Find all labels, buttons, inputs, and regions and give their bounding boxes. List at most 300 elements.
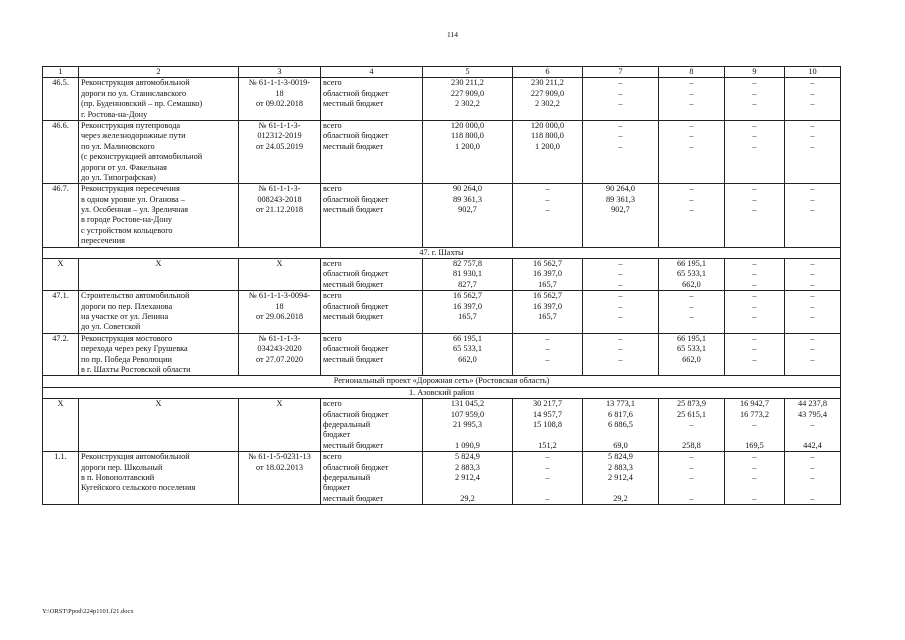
amount-cell <box>423 259 513 291</box>
object-name <box>79 78 239 121</box>
amount-value: 25 615,1 <box>676 409 707 419</box>
amount-value: 827,7 <box>458 279 477 289</box>
object-name-line: Кугейского сельского поселения <box>81 483 196 493</box>
amount-value: – <box>545 452 550 462</box>
amount-value: – <box>810 205 815 215</box>
amount-value: 15 108,8 <box>532 419 563 429</box>
amount-value: – <box>545 333 550 343</box>
amount-value: 227 909,0 <box>530 88 565 98</box>
amount-value: 66 195,1 <box>676 333 707 343</box>
funding-source-text: местный бюджет <box>323 279 384 289</box>
amount-cell <box>725 333 785 376</box>
table-row <box>43 78 841 121</box>
amount-value: – <box>810 131 815 141</box>
amount-value: – <box>752 194 757 204</box>
line-spacer <box>661 430 722 440</box>
amount-value: – <box>618 291 623 301</box>
amount-value: – <box>810 88 815 98</box>
row-number: 46.5. <box>43 78 79 121</box>
amount-value: – <box>618 312 623 322</box>
amount-value: – <box>618 301 623 311</box>
amount-value: 82 757,8 <box>452 259 483 269</box>
amount-value: 65 533,1 <box>676 344 707 354</box>
funding-source-text: местный бюджет <box>323 99 384 109</box>
row-number: 46.6. <box>43 120 79 183</box>
amount-cell <box>725 291 785 334</box>
amount-cell <box>583 399 659 452</box>
line-spacer <box>787 483 838 493</box>
funding-source-text: местный бюджет <box>323 312 384 322</box>
object-name-line: дороги от ул. Факельная <box>81 162 168 172</box>
amount-value: 5 824,9 <box>455 452 480 462</box>
amount-value: 16 942,7 <box>739 399 770 409</box>
funding-source <box>321 184 423 247</box>
amount-value: – <box>810 493 815 503</box>
expertise-reference-line: от 27.07.2020 <box>255 354 304 364</box>
funding-source-text: местный бюджет <box>323 493 384 503</box>
amount-value: 16 562,7 <box>452 291 483 301</box>
amount-value: 131 045,2 <box>450 399 485 409</box>
amount-cell <box>725 120 785 183</box>
object-name-line: Реконструкция путепровода <box>81 120 181 130</box>
line-spacer <box>425 483 510 493</box>
amount-cell <box>659 78 725 121</box>
amount-value: – <box>810 269 815 279</box>
row-number: X <box>43 399 79 452</box>
amount-value: – <box>618 333 623 343</box>
amount-cell <box>513 291 583 334</box>
amount-value: – <box>618 78 623 88</box>
object-name-line: дороги пер. Школьный <box>81 462 163 472</box>
amount-value: – <box>752 99 757 109</box>
column-number: 5 <box>423 67 513 78</box>
row-number: X <box>43 259 79 291</box>
amount-cell <box>513 452 583 505</box>
amount-value: 29,2 <box>613 493 628 503</box>
amount-value: – <box>689 291 694 301</box>
expertise-reference-line: № 61-1-5-0231-13 <box>248 452 311 462</box>
amount-value: – <box>689 312 694 322</box>
funding-source-text: федеральный <box>323 419 371 429</box>
line-spacer <box>425 430 510 440</box>
table-row <box>43 120 841 183</box>
amount-value: – <box>810 99 815 109</box>
column-number: 7 <box>583 67 659 78</box>
amount-value: 2 883,3 <box>455 462 480 472</box>
column-number: 4 <box>321 67 423 78</box>
amount-cell <box>513 333 583 376</box>
object-name-line: в г. Шахты Ростовской области <box>81 364 191 374</box>
amount-cell <box>725 78 785 121</box>
amount-value: – <box>618 279 623 289</box>
section-title: 1. Азовский район <box>43 387 841 398</box>
amount-cell <box>785 78 841 121</box>
amount-value: 5 824,9 <box>608 452 633 462</box>
line-spacer <box>585 483 656 493</box>
amount-cell <box>583 452 659 505</box>
amount-value: – <box>752 259 757 269</box>
amount-cell <box>583 291 659 334</box>
amount-value: – <box>810 279 815 289</box>
amount-value: – <box>618 88 623 98</box>
expertise-reference-line: № 61-1-1-3-0019- <box>248 78 311 88</box>
amount-value: 230 211,2 <box>451 78 484 88</box>
amount-value: – <box>810 141 815 151</box>
amount-value: 107 959,0 <box>450 409 485 419</box>
amount-cell <box>583 333 659 376</box>
amount-value: 902,7 <box>611 205 630 215</box>
amount-value: 227 909,0 <box>450 88 485 98</box>
amount-value: 65 533,1 <box>676 269 707 279</box>
amount-value: – <box>810 452 815 462</box>
expertise-reference-line: от 24.05.2019 <box>255 141 304 151</box>
amount-cell <box>659 291 725 334</box>
amount-value: – <box>545 472 550 482</box>
object-name-line: Реконструкция автомобильной <box>81 452 190 462</box>
expertise-reference <box>239 184 321 247</box>
summary-row <box>43 259 841 291</box>
amount-cell <box>785 452 841 505</box>
amount-value: 81 930,1 <box>452 269 483 279</box>
amount-value: – <box>545 205 550 215</box>
funding-source <box>321 120 423 183</box>
amount-value: – <box>752 88 757 98</box>
amount-cell <box>785 259 841 291</box>
line-spacer <box>727 430 782 440</box>
amount-value: 165,7 <box>538 279 557 289</box>
amount-value: 6 886,5 <box>608 419 633 429</box>
row-number: 47.2. <box>43 333 79 376</box>
amount-value: – <box>618 99 623 109</box>
object-name-line: через железнодорожные пути <box>81 131 186 141</box>
funding-source-text: всего <box>323 399 342 409</box>
object-name-line: перехода через реку Грушевка <box>81 344 188 354</box>
expertise-reference-line: 034243-2020 <box>257 344 302 354</box>
amount-value: 89 361,3 <box>605 194 636 204</box>
object-name-line: по пр. Победа Революции <box>81 354 172 364</box>
amount-cell <box>659 259 725 291</box>
amount-value: 2 883,3 <box>608 462 633 472</box>
amount-cell <box>659 399 725 452</box>
amount-value: 120 000,0 <box>450 120 485 130</box>
amount-cell <box>513 78 583 121</box>
amount-value: – <box>689 194 694 204</box>
amount-value: 30 217,7 <box>532 399 563 409</box>
funding-source-text: всего <box>323 259 342 269</box>
amount-value: – <box>689 131 694 141</box>
amount-cell <box>785 184 841 247</box>
section-title: Региональный проект «Дорожная сеть» (Ростовская область) <box>43 376 841 387</box>
section-title: 47. г. Шахты <box>43 247 841 258</box>
amount-value: – <box>545 354 550 364</box>
page-number: 114 <box>447 30 458 39</box>
funding-source-text: всего <box>323 78 342 88</box>
amount-value: 16 397,0 <box>452 301 483 311</box>
object-name-line: по ул. Малиновского <box>81 141 155 151</box>
amount-value: – <box>618 120 623 130</box>
amount-value: – <box>545 344 550 354</box>
amount-value: 1 200,0 <box>535 141 560 151</box>
amount-value: 21 995,3 <box>452 419 483 429</box>
amount-value: – <box>545 493 550 503</box>
amount-value: – <box>689 462 694 472</box>
amount-value: 16 562,7 <box>532 291 563 301</box>
funding-source-text: областной бюджет <box>323 269 389 279</box>
expertise-reference-line: № 61-1-1-3- <box>258 120 301 130</box>
amount-value: – <box>752 184 757 194</box>
expertise-reference-line: 18 <box>275 88 284 98</box>
amount-value: – <box>689 184 694 194</box>
funding-source-text: местный бюджет <box>323 440 384 450</box>
object-name-line: Реконструкция пересечения <box>81 184 180 194</box>
funding-source-text: местный бюджет <box>323 141 384 151</box>
amount-value: 662,0 <box>682 354 701 364</box>
object-name-line: Реконструкция автомобильной <box>81 78 190 88</box>
section-row <box>43 387 841 398</box>
object-name-line: дороги по ул. Станиславского <box>81 88 187 98</box>
funding-source-text: всего <box>323 291 342 301</box>
object-name <box>79 399 239 452</box>
amount-value: – <box>810 78 815 88</box>
column-number: 2 <box>79 67 239 78</box>
amount-cell <box>659 184 725 247</box>
amount-value: – <box>810 419 815 429</box>
column-number: 3 <box>239 67 321 78</box>
amount-value: – <box>618 259 623 269</box>
funding-source <box>321 78 423 121</box>
amount-value: – <box>618 269 623 279</box>
row-number: 47.1. <box>43 291 79 334</box>
object-name <box>79 120 239 183</box>
amount-value: – <box>752 141 757 151</box>
expertise-reference-line: X <box>276 259 283 269</box>
amount-value: – <box>752 78 757 88</box>
expertise-reference-line: X <box>276 399 283 409</box>
funding-source <box>321 291 423 334</box>
funding-source <box>321 399 423 452</box>
amount-value: – <box>752 301 757 311</box>
funding-source <box>321 333 423 376</box>
object-name-line: пересечения <box>81 236 125 246</box>
amount-cell <box>423 78 513 121</box>
amount-value: – <box>810 472 815 482</box>
amount-value: – <box>810 259 815 269</box>
expertise-reference <box>239 452 321 505</box>
amount-cell <box>423 184 513 247</box>
amount-cell <box>725 452 785 505</box>
object-name-line: (пр. Буденновский – пр. Семашко) <box>81 99 203 109</box>
column-number: 10 <box>785 67 841 78</box>
amount-value: 1 200,0 <box>455 141 480 151</box>
amount-value: – <box>810 194 815 204</box>
object-name-line: г. Ростова-на-Дону <box>81 109 148 119</box>
funding-source-text: областной бюджет <box>323 301 389 311</box>
amount-value: 16 397,0 <box>532 301 563 311</box>
amount-cell <box>659 120 725 183</box>
amount-value: – <box>810 344 815 354</box>
amount-value: 442,4 <box>803 440 822 450</box>
amount-value: – <box>810 184 815 194</box>
amount-value: – <box>752 333 757 343</box>
object-name-line: X <box>155 259 162 269</box>
funding-source-text: бюджет <box>323 483 351 493</box>
object-name-line: на участке от ул. Ленина <box>81 312 169 322</box>
amount-value: 230 211,2 <box>531 78 564 88</box>
amount-cell <box>423 291 513 334</box>
amount-cell <box>785 120 841 183</box>
amount-value: – <box>545 184 550 194</box>
amount-value: 258,8 <box>682 440 701 450</box>
amount-value: – <box>810 354 815 364</box>
amount-value: 16 773,2 <box>739 409 770 419</box>
amount-cell <box>513 184 583 247</box>
amount-cell <box>583 259 659 291</box>
amount-value: 90 264,0 <box>605 184 636 194</box>
line-spacer <box>727 483 782 493</box>
section-row <box>43 247 841 258</box>
object-name-line: в одном уровне ул. Оганова – <box>81 194 185 204</box>
amount-value: 16 562,7 <box>532 259 563 269</box>
amount-value: – <box>689 78 694 88</box>
amount-value: – <box>689 419 694 429</box>
funding-source-text: федеральный <box>323 472 371 482</box>
amount-value: 902,7 <box>458 205 477 215</box>
funding-source-text: областной бюджет <box>323 344 389 354</box>
amount-value: – <box>810 333 815 343</box>
budget-table <box>42 66 841 505</box>
amount-value: 2 302,2 <box>455 99 480 109</box>
amount-value: – <box>752 472 757 482</box>
expertise-reference <box>239 259 321 291</box>
object-name <box>79 259 239 291</box>
amount-value: – <box>752 312 757 322</box>
column-number: 1 <box>43 67 79 78</box>
amount-value: 90 264,0 <box>452 184 483 194</box>
table-row <box>43 452 841 505</box>
amount-cell <box>513 259 583 291</box>
object-name-line: ул. Особенная – ул. Зреличная <box>81 205 189 215</box>
amount-value: 165,7 <box>538 312 557 322</box>
amount-value: – <box>752 131 757 141</box>
table-row <box>43 291 841 334</box>
amount-cell <box>659 452 725 505</box>
line-spacer <box>787 430 838 440</box>
expertise-reference-line: от 18.02.2013 <box>255 462 304 472</box>
amount-cell <box>785 399 841 452</box>
amount-cell <box>785 333 841 376</box>
funding-source-text: местный бюджет <box>323 205 384 215</box>
amount-value: 14 957,7 <box>532 409 563 419</box>
object-name-line: Строительство автомобильной <box>81 291 190 301</box>
amount-cell <box>725 184 785 247</box>
amount-value: – <box>810 291 815 301</box>
file-path-footer: Y:\ORST\Ppod\224p1101.f21.docx <box>42 608 134 615</box>
object-name-line: в п. Новополтавский <box>81 472 155 482</box>
amount-value: 25 873,9 <box>676 399 707 409</box>
expertise-reference-line: 18 <box>275 301 284 311</box>
table-row <box>43 184 841 247</box>
section-row <box>43 376 841 387</box>
line-spacer <box>515 483 580 493</box>
expertise-reference-line: № 61-1-1-3- <box>258 333 301 343</box>
amount-value: 1 090,9 <box>455 440 480 450</box>
object-name-line: (с реконструкцией автомобильной <box>81 152 203 162</box>
amount-value: – <box>752 279 757 289</box>
amount-value: – <box>752 419 757 429</box>
expertise-reference-line: от 09.02.2018 <box>255 99 304 109</box>
amount-cell <box>725 259 785 291</box>
amount-value: 66 195,1 <box>452 333 483 343</box>
column-number: 9 <box>725 67 785 78</box>
amount-value: 89 361,3 <box>452 194 483 204</box>
amount-value: – <box>689 472 694 482</box>
expertise-reference <box>239 399 321 452</box>
amount-value: 662,0 <box>682 279 701 289</box>
amount-value: 2 912,4 <box>608 472 633 482</box>
funding-source-text: областной бюджет <box>323 409 389 419</box>
expertise-reference <box>239 120 321 183</box>
amount-value: – <box>810 301 815 311</box>
amount-value: – <box>689 493 694 503</box>
amount-value: – <box>752 120 757 130</box>
amount-value: 65 533,1 <box>452 344 483 354</box>
amount-value: 118 800,0 <box>451 131 484 141</box>
amount-value: 44 237,8 <box>797 399 828 409</box>
amount-value: – <box>618 344 623 354</box>
funding-source <box>321 452 423 505</box>
amount-cell <box>725 399 785 452</box>
object-name <box>79 184 239 247</box>
amount-cell <box>513 399 583 452</box>
amount-cell <box>423 452 513 505</box>
amount-value: – <box>618 131 623 141</box>
expertise-reference-line: 012312-2019 <box>257 131 302 141</box>
amount-value: 169,5 <box>745 440 764 450</box>
amount-value: 29,2 <box>460 493 475 503</box>
expertise-reference <box>239 333 321 376</box>
amount-value: – <box>689 99 694 109</box>
summary-row <box>43 399 841 452</box>
amount-value: 43 795,4 <box>797 409 828 419</box>
amount-value: 13 773,1 <box>605 399 636 409</box>
amount-cell <box>423 399 513 452</box>
amount-value: – <box>810 312 815 322</box>
amount-value: 6 817,6 <box>608 409 633 419</box>
funding-source <box>321 259 423 291</box>
amount-value: – <box>545 194 550 204</box>
amount-value: – <box>618 141 623 151</box>
amount-value: – <box>752 462 757 472</box>
funding-source-text: областной бюджет <box>323 131 389 141</box>
amount-value: 165,7 <box>458 312 477 322</box>
amount-cell <box>423 120 513 183</box>
object-name-line: с устройством кольцевого <box>81 225 173 235</box>
amount-value: 16 397,0 <box>532 269 563 279</box>
amount-value: – <box>810 462 815 472</box>
amount-value: – <box>752 354 757 364</box>
amount-value: 662,0 <box>458 354 477 364</box>
amount-value: 69,0 <box>613 440 628 450</box>
amount-cell <box>513 120 583 183</box>
line-spacer <box>585 430 656 440</box>
funding-source-text: всего <box>323 120 342 130</box>
amount-value: – <box>752 493 757 503</box>
object-name-line: в городе Ростове-на-Дону <box>81 215 173 225</box>
expertise-reference-line: от 21.12.2018 <box>255 205 304 215</box>
amount-value: 2 912,4 <box>455 472 480 482</box>
line-spacer <box>515 430 580 440</box>
amount-value: 120 000,0 <box>530 120 565 130</box>
